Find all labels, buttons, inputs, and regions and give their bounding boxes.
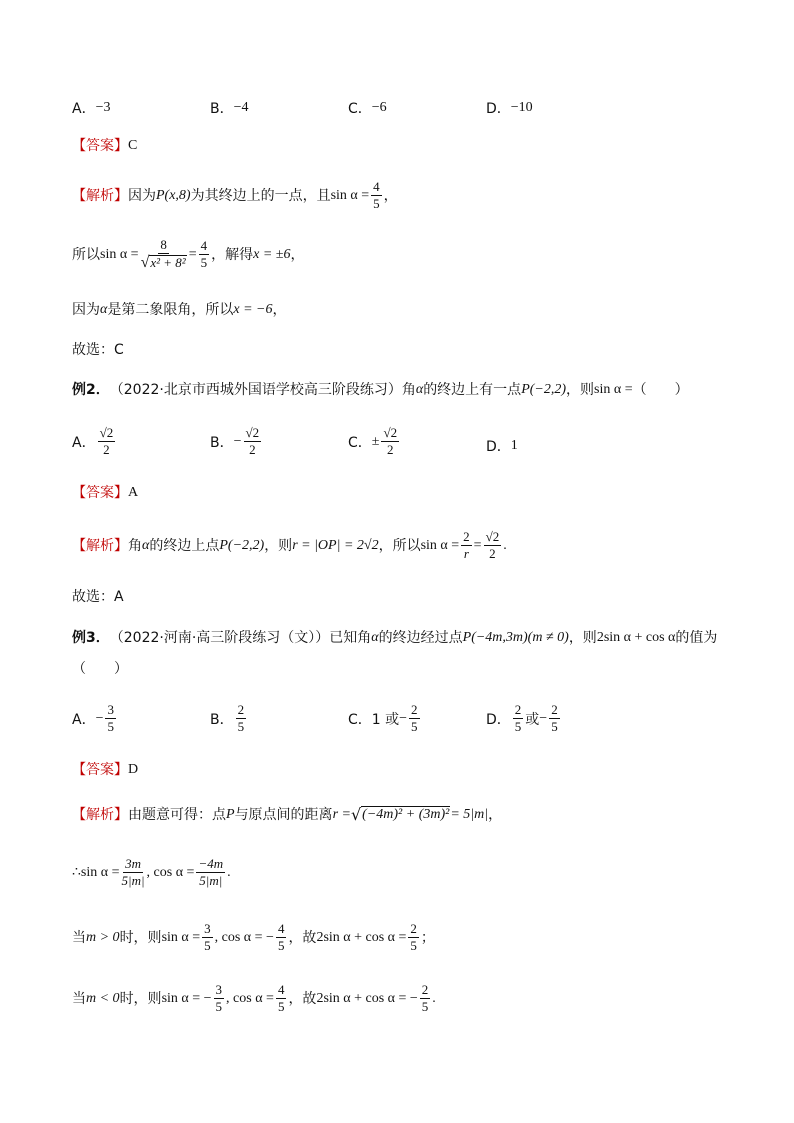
- denominator: 5: [107, 719, 114, 735]
- q1-analysis-line-3: [72, 303, 286, 317]
- denominator: 5: [200, 255, 208, 271]
- equals: =: [473, 537, 482, 553]
- option-letter: C．: [348, 711, 372, 728]
- denominator: 5: [514, 719, 522, 735]
- numerator: √2: [484, 530, 502, 546]
- fraction: [408, 922, 419, 954]
- text: 角: [128, 537, 142, 554]
- fraction: [196, 857, 225, 889]
- denominator: 2: [103, 442, 110, 458]
- sign: −: [539, 710, 548, 726]
- text: 与原点间的距离: [234, 806, 333, 823]
- text: 当: [72, 990, 86, 1007]
- formula: sin α =: [420, 537, 460, 553]
- numerator: 3: [214, 983, 225, 999]
- formula: r =: [332, 806, 351, 822]
- text: ，解得: [211, 246, 254, 263]
- numerator: 3m: [123, 857, 143, 873]
- option-letter: D．: [486, 101, 511, 117]
- q3-answer: [72, 763, 138, 777]
- fraction: [214, 983, 225, 1015]
- option-letter: A．: [72, 711, 96, 728]
- point: P(−2,2): [219, 537, 265, 553]
- numerator: 2: [236, 703, 247, 719]
- analysis-tag: 【解析】: [72, 537, 128, 554]
- formula: , cos α = −: [214, 929, 274, 945]
- denominator: 5: [215, 999, 223, 1015]
- formula: sin α =: [330, 187, 370, 203]
- option-letter: B．: [210, 434, 234, 451]
- point: P(x,8): [156, 187, 191, 203]
- q3-option-a: [72, 703, 118, 735]
- fraction: [276, 922, 287, 954]
- option-letter: C．: [348, 434, 372, 451]
- fraction: [381, 426, 399, 458]
- formula: = 5|m|: [450, 806, 489, 822]
- denominator: 2: [387, 442, 394, 458]
- sqrt: √ (−4m)² + (3m)²: [350, 805, 450, 825]
- analysis-tag: 【解析】: [72, 806, 128, 823]
- denominator: 5: [551, 719, 558, 735]
- question-source: （2022·河南·高三阶段练习（文））已知角: [109, 630, 372, 646]
- denominator: 5: [277, 938, 285, 954]
- formula: r = |OP| = 2√2: [292, 537, 379, 553]
- q1-analysis-line-1: [72, 180, 398, 212]
- punct: ，: [290, 246, 305, 263]
- radicand: x² + 8²: [150, 255, 186, 271]
- text: 因为: [72, 302, 100, 318]
- text: 是第二象限角，所以: [107, 302, 234, 318]
- q1-answer: [72, 139, 137, 153]
- point-label: P: [226, 806, 235, 822]
- formula: sin α =: [100, 246, 139, 262]
- formula: sin α =: [594, 382, 633, 397]
- denominator: 5: [237, 719, 245, 735]
- text: 或: [525, 711, 540, 728]
- option-value: −4: [233, 100, 249, 115]
- text: 的终边上有一点: [423, 382, 522, 398]
- q3-answer-blank: （ ）: [72, 661, 128, 677]
- answer-tag: 【答案】: [72, 485, 128, 501]
- formula: sin α =: [80, 864, 120, 880]
- fraction: [371, 180, 382, 212]
- option-letter: D．: [486, 711, 511, 728]
- numerator: √2: [98, 426, 116, 442]
- sign: −: [95, 710, 104, 726]
- q3-option-b: [210, 703, 248, 735]
- numerator: √2: [381, 426, 399, 442]
- sign: −: [399, 710, 408, 726]
- fraction: [98, 426, 116, 458]
- q2-analysis-line-1: [72, 530, 507, 562]
- numerator: 4: [276, 983, 287, 999]
- question-label: 例2．: [72, 382, 110, 398]
- numerator: 4: [199, 239, 210, 255]
- option-letter: B．: [210, 101, 234, 117]
- text: 的终边上点: [149, 537, 220, 554]
- option-value: −6: [371, 100, 387, 115]
- q2-option-b: [210, 426, 263, 458]
- answer-tag: 【答案】: [72, 762, 128, 778]
- fraction: [141, 238, 187, 271]
- text: 所以: [72, 246, 100, 263]
- denominator: 5|m|: [121, 873, 145, 889]
- text: 的值为: [675, 630, 718, 646]
- fraction: [244, 426, 262, 458]
- alpha: α: [100, 302, 108, 317]
- solution: x = −6: [233, 302, 273, 317]
- denominator: 5: [411, 719, 418, 735]
- punct: ，: [383, 187, 398, 204]
- fraction: [549, 703, 560, 735]
- text: 由题意可得：点: [128, 806, 226, 823]
- numerator: 2: [420, 983, 431, 999]
- condition: m > 0: [86, 929, 120, 945]
- fraction: [202, 922, 213, 954]
- equals: =: [188, 246, 197, 262]
- q3-analysis-line-2: [72, 857, 231, 889]
- q1-analysis-line-2: [72, 238, 304, 271]
- question-label: 例3．: [72, 630, 110, 646]
- q2-choose: 故选：A: [72, 589, 124, 605]
- q2-question: [72, 383, 689, 397]
- text: ，则: [568, 630, 597, 646]
- sqrt-denominator: √ x² + 8²: [140, 254, 186, 272]
- answer-value: C: [128, 138, 138, 153]
- q1-option-c: [348, 98, 387, 118]
- q2-option-a: [72, 426, 117, 458]
- text: 时，则: [119, 990, 162, 1007]
- alpha: α: [371, 630, 379, 645]
- answer-value: D: [128, 762, 139, 777]
- text: ，故: [288, 990, 317, 1007]
- q1-option-b: [210, 98, 249, 118]
- alpha: α: [142, 537, 150, 553]
- numerator: 2: [513, 703, 524, 719]
- formula: , cos α =: [226, 990, 274, 1006]
- text: 1 或: [371, 711, 400, 728]
- q3-analysis-line-4: [72, 983, 436, 1015]
- denominator: 5: [421, 999, 429, 1015]
- denominator: 2: [489, 546, 496, 562]
- formula: 2sin α + cos α: [596, 630, 676, 645]
- option-letter: A．: [72, 101, 96, 117]
- denominator: 5|m|: [199, 873, 223, 889]
- fraction: [276, 983, 287, 1015]
- option-letter: B．: [210, 711, 234, 728]
- text: 的终边经过点: [378, 630, 463, 646]
- punct: ，: [488, 806, 503, 823]
- text: ，则: [566, 382, 595, 398]
- analysis-tag: 【解析】: [72, 187, 128, 204]
- q2-option-d: [486, 436, 518, 456]
- option-letter: D．: [486, 439, 511, 455]
- numerator: √2: [244, 426, 262, 442]
- point: P(−4m,3m)(m ≠ 0): [462, 630, 569, 645]
- formula: , cos α =: [146, 864, 195, 880]
- denominator: r: [463, 546, 469, 562]
- formula: 2sin α + cos α =: [316, 929, 407, 945]
- punct: ；: [420, 929, 435, 946]
- fraction: [513, 703, 524, 735]
- q3-analysis-line-3: [72, 922, 435, 954]
- denominator: 5: [373, 196, 380, 212]
- denominator: 2: [249, 442, 256, 458]
- option-value: −10: [510, 100, 533, 115]
- option-letter: C．: [348, 101, 372, 117]
- q3-option-d: [486, 703, 562, 735]
- numerator: 2: [409, 703, 420, 719]
- numerator: 3: [105, 703, 116, 719]
- q1-option-a: [72, 98, 110, 118]
- fraction: [122, 857, 145, 889]
- fraction: [105, 703, 116, 735]
- sign: −: [233, 433, 242, 449]
- text: ，故: [288, 929, 317, 946]
- option-letter: A．: [72, 434, 96, 451]
- q3-analysis-line-1: [72, 806, 502, 823]
- punct: ，: [272, 302, 287, 318]
- formula: sin α =: [161, 929, 201, 945]
- numerator: −4m: [196, 857, 225, 873]
- punct: .: [227, 864, 231, 880]
- answer-blank: （ ）: [632, 382, 689, 398]
- therefore-symbol: ∴: [72, 864, 81, 880]
- denominator: 5: [410, 938, 417, 954]
- text: 为其终边上的一点，且: [190, 187, 331, 204]
- fraction: [409, 703, 420, 735]
- text: ，所以: [378, 537, 421, 554]
- point: P(−2,2): [521, 382, 567, 397]
- solution: x = ±6: [253, 246, 291, 262]
- punct: .: [503, 537, 507, 553]
- alpha: α: [415, 382, 424, 397]
- question-source: （2022·北京市西城外国语学校高三阶段练习）角: [109, 382, 416, 398]
- sign: ±: [371, 433, 380, 449]
- numerator: 4: [371, 180, 382, 196]
- q1-choose: 故选：C: [72, 342, 124, 358]
- q2-answer: [72, 486, 138, 500]
- numerator: 3: [202, 922, 213, 938]
- numerator: 2: [549, 703, 560, 719]
- numerator: 8: [158, 238, 169, 254]
- numerator: 4: [276, 922, 287, 938]
- q3-option-c: [348, 703, 422, 735]
- denominator: 5: [204, 938, 211, 954]
- condition: m < 0: [86, 990, 120, 1006]
- fraction: [420, 983, 431, 1015]
- text: 当: [72, 929, 86, 946]
- fraction: [199, 239, 210, 271]
- text: ，则: [264, 537, 293, 554]
- formula: sin α = −: [161, 990, 212, 1006]
- option-value: 1: [510, 438, 518, 453]
- formula: 2sin α + cos α = −: [316, 990, 418, 1006]
- fraction: [461, 530, 472, 562]
- answer-tag: 【答案】: [72, 138, 128, 154]
- numerator: 2: [408, 922, 419, 938]
- text: 时，则: [119, 929, 162, 946]
- punct: .: [432, 990, 436, 1006]
- numerator: 2: [461, 530, 472, 546]
- fraction: [236, 703, 247, 735]
- q2-option-c: [348, 426, 401, 458]
- denominator: 5: [277, 999, 285, 1015]
- answer-value: A: [128, 485, 139, 500]
- q1-option-d: [486, 98, 533, 118]
- fraction: [484, 530, 502, 562]
- option-value: −3: [95, 100, 111, 115]
- text: 因为: [128, 187, 156, 204]
- q3-question: [72, 631, 717, 645]
- radicand: (−4m)² + (3m)²: [362, 807, 450, 822]
